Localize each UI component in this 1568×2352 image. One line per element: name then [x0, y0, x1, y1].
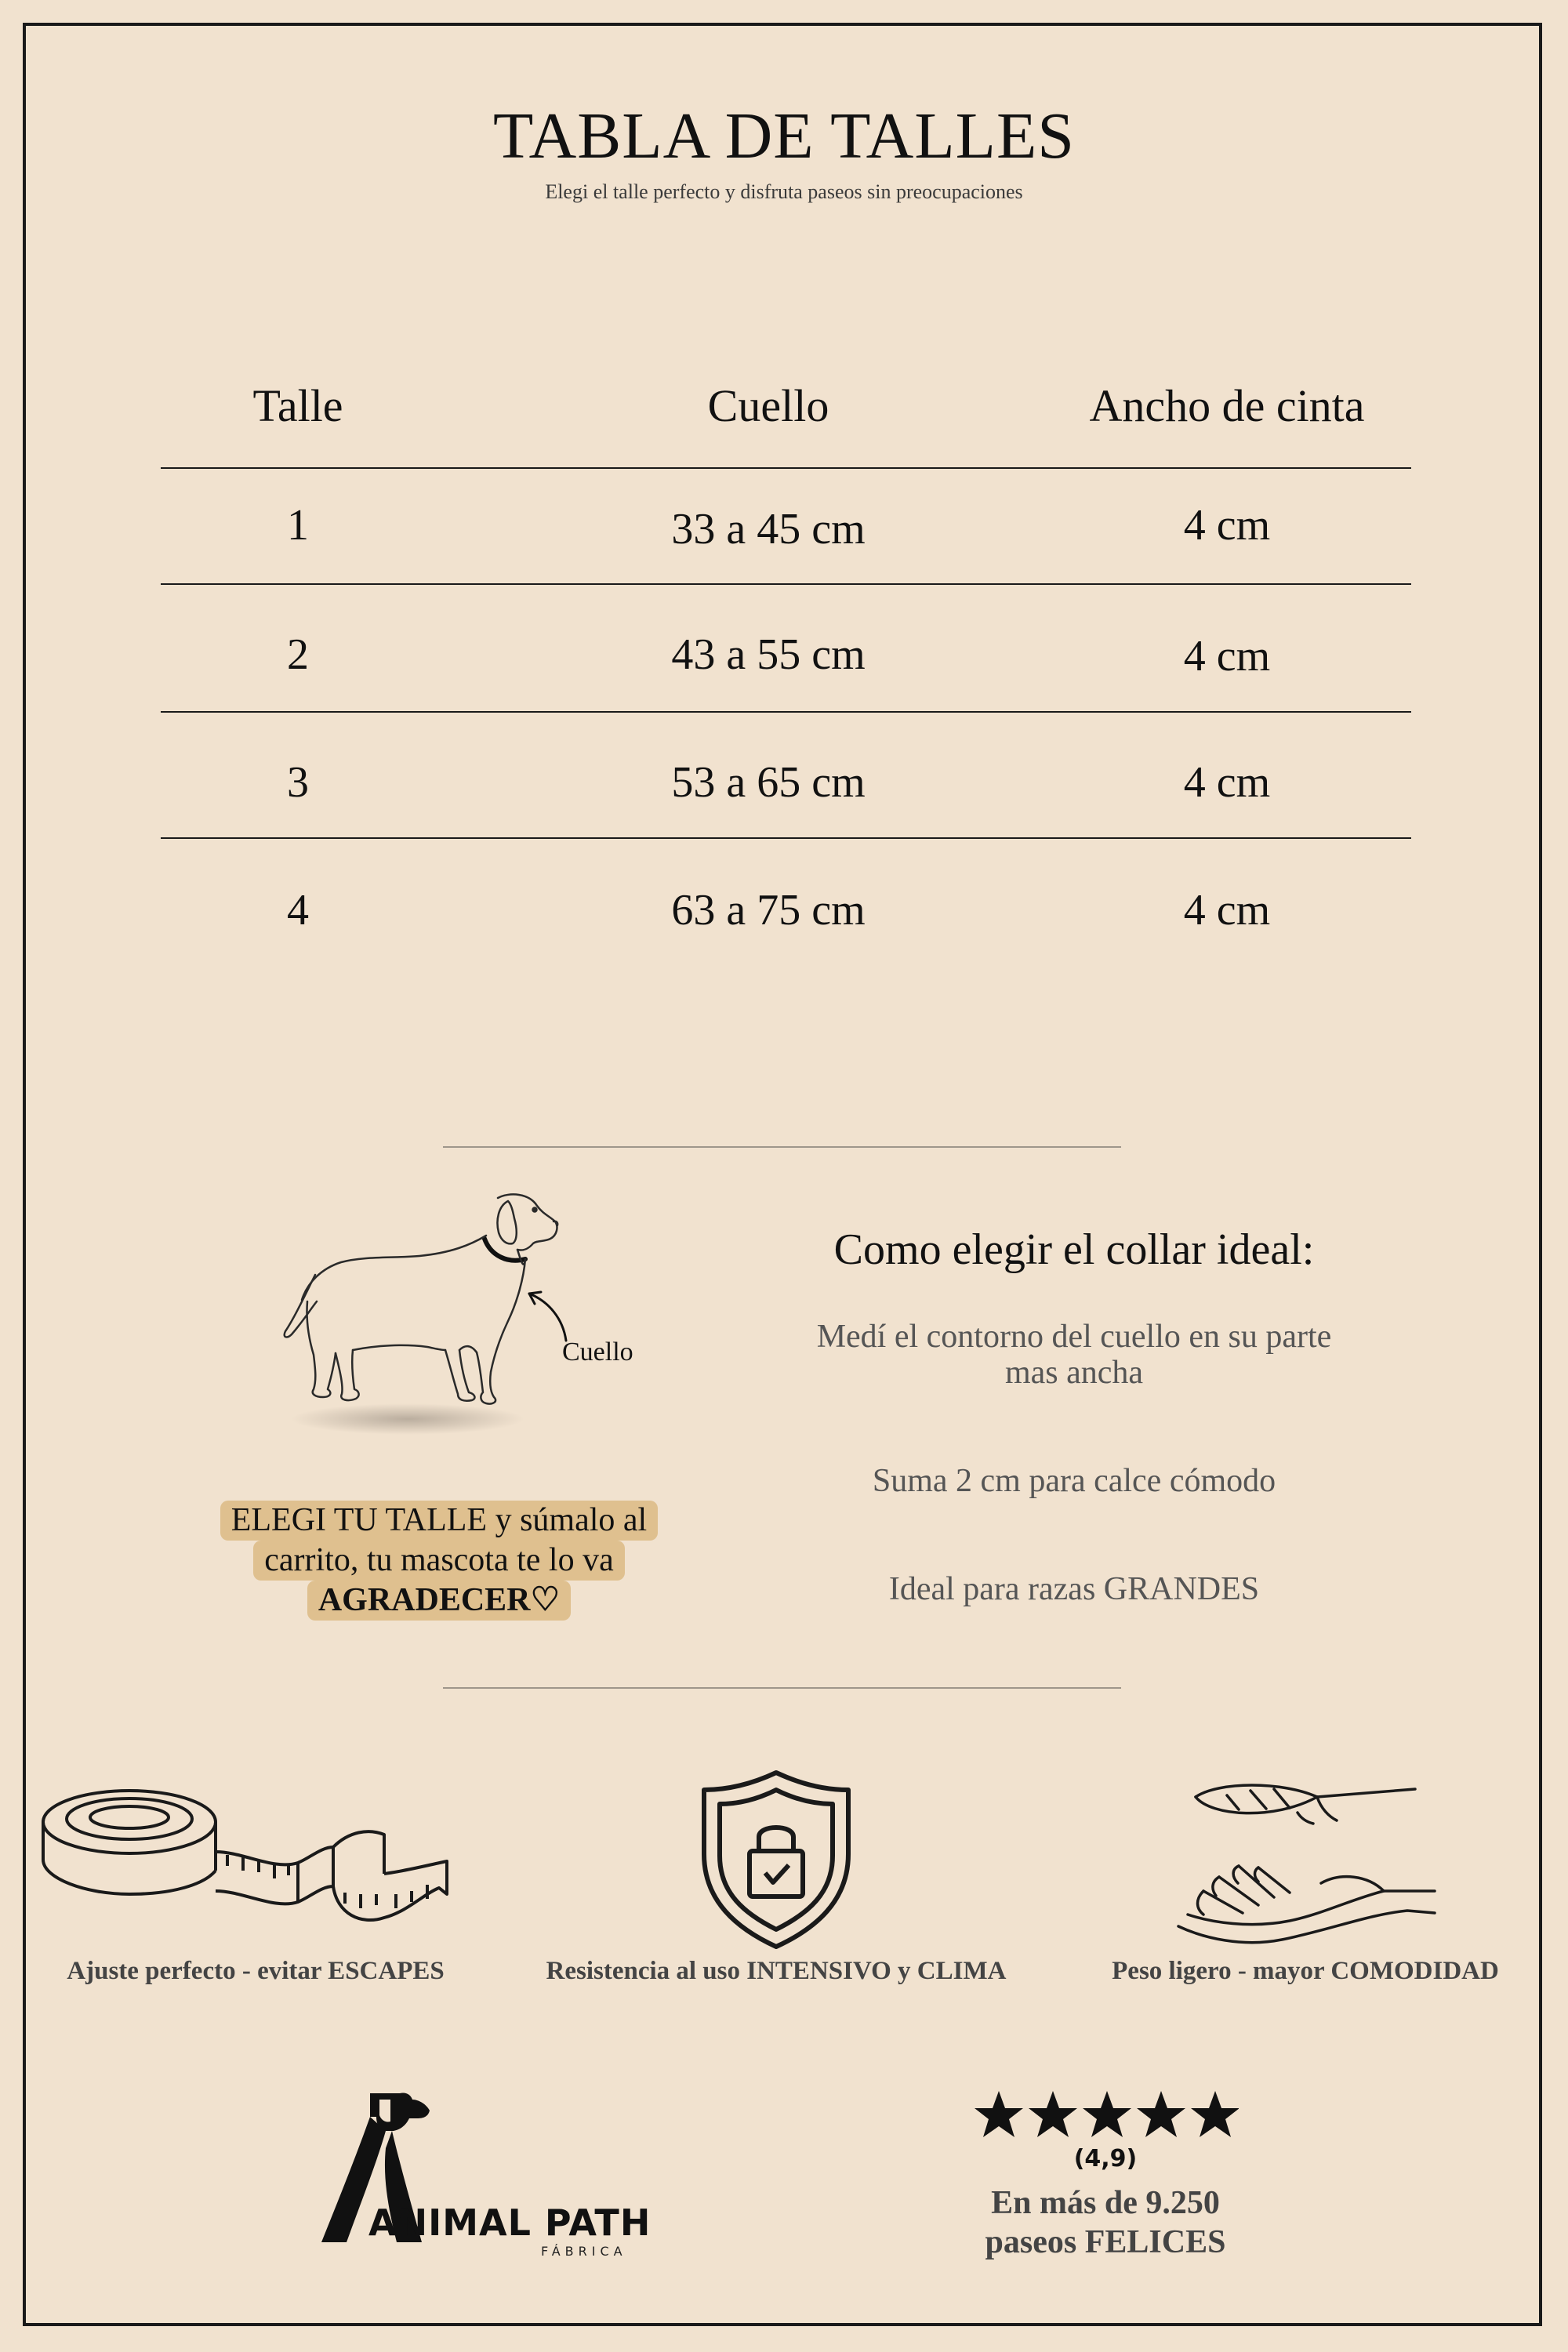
- cta-line: carrito, tu mascota te lo va: [253, 1541, 625, 1581]
- happy-walks-text: [909, 2183, 1301, 2262]
- page-title: TABLA DE TALLES: [493, 100, 1075, 172]
- column-header-ancho: Ancho de cinta: [1089, 380, 1365, 431]
- table-cell-talle: 2: [287, 630, 309, 679]
- table-cell-talle: 4: [287, 886, 309, 935]
- table-cell-cuello: 53 a 65 cm: [671, 758, 866, 807]
- feature-label: Peso ligero - mayor COMODIDAD: [1112, 1957, 1499, 1985]
- table-cell-ancho: 4 cm: [1183, 886, 1271, 935]
- table-rule: [161, 467, 1411, 469]
- rating-stars: [972, 2089, 1239, 2140]
- shield-lock-icon: [698, 1768, 855, 1952]
- table-cell-cuello: 33 a 45 cm: [671, 505, 866, 554]
- feature-label: Resistencia al uso INTENSIVO y CLIMA: [546, 1957, 1007, 1985]
- column-header-cuello: Cuello: [707, 380, 829, 431]
- star-icons: [975, 2091, 1239, 2137]
- cta-emphasis: AGRADECER♡: [318, 1582, 561, 1618]
- star-icon: [1137, 2091, 1185, 2137]
- cta-line: [307, 1581, 571, 1621]
- neck-label: Cuello: [562, 1338, 633, 1367]
- table-cell-talle: 1: [287, 501, 309, 550]
- brand-subtitle: FÁBRICA: [541, 2244, 627, 2259]
- table-cell-ancho: 4 cm: [1183, 632, 1271, 681]
- star-icon: [975, 2091, 1023, 2137]
- rating-value: (4,9): [1073, 2145, 1138, 2172]
- happy-walks-line: paseos FELICES: [985, 2224, 1226, 2260]
- how-to-choose-step: Ideal para razas GRANDES: [888, 1571, 1260, 1607]
- table-rule: [161, 837, 1411, 839]
- how-to-choose-step: Medí el contorno del cuello en su parte mas ancha: [816, 1319, 1332, 1391]
- table-rule: [161, 711, 1411, 713]
- how-to-choose-title: Como elegir el collar ideal:: [833, 1225, 1315, 1274]
- feather-hand-icon: [1172, 1773, 1439, 1954]
- brand-name: ANIMAL PATH: [368, 2201, 652, 2244]
- table-cell-ancho: 4 cm: [1183, 501, 1271, 550]
- table-cell-cuello: 43 a 55 cm: [671, 630, 866, 679]
- star-icon: [1083, 2091, 1131, 2137]
- star-icon: [1029, 2091, 1077, 2137]
- table-cell-cuello: 63 a 75 cm: [671, 886, 866, 935]
- section-divider: [443, 1687, 1121, 1689]
- table-cell-ancho: 4 cm: [1183, 758, 1271, 807]
- cta-badge: [196, 1501, 682, 1621]
- dog-collar-icon: [259, 1184, 588, 1443]
- cta-line: ELEGI TU TALLE y súmalo al: [220, 1501, 658, 1541]
- measuring-tape-icon: [39, 1777, 455, 1941]
- section-divider: [443, 1146, 1121, 1148]
- page-subtitle: Elegi el talle perfecto y disfruta paseos sin preocupaciones: [545, 180, 1023, 203]
- column-header-talle: Talle: [252, 380, 343, 431]
- table-rule: [161, 583, 1411, 585]
- table-cell-talle: 3: [287, 758, 309, 807]
- feature-label: Ajuste perfecto - evitar ESCAPES: [67, 1957, 445, 1985]
- happy-walks-line: En más de 9.250: [991, 2185, 1220, 2221]
- how-to-choose-step: Suma 2 cm para calce cómodo: [872, 1463, 1276, 1499]
- star-icon: [1191, 2091, 1239, 2137]
